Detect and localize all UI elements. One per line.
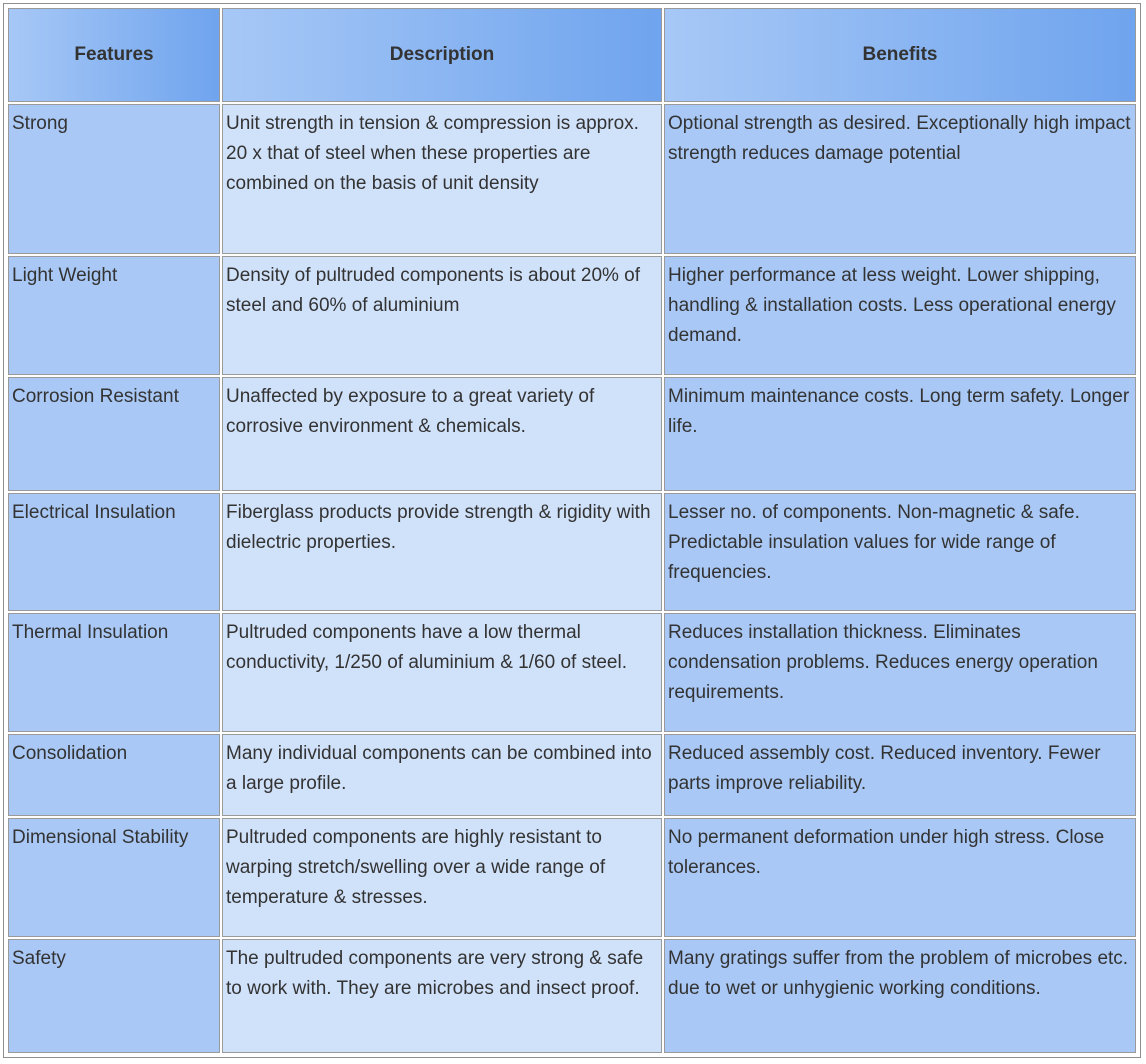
benefit-cell: Reduces installation thickness. Eliminates condensation problems. Reduces energy operation requirements. [664,613,1136,732]
description-cell: Fiberglass products provide strength & rigidity with dielectric properties. [222,493,662,612]
table-row [8,377,1136,491]
table-row [8,818,1136,937]
feature-cell: Corrosion Resistant [8,377,220,491]
feature-cell: Light Weight [8,256,220,375]
benefit-cell: Minimum maintenance costs. Long term safety. Longer life. [664,377,1136,491]
table-row [8,734,1136,816]
header-row [8,8,1136,102]
description-cell: The pultruded components are very strong & safe to work with. They are microbes and insect proof. [222,939,662,1053]
header-features: Features [8,8,220,102]
table-row [8,256,1136,375]
feature-cell: Safety [8,939,220,1053]
description-cell: Unit strength in tension & compression is approx. 20 x that of steel when these properties are combined on the basis of unit density [222,104,662,254]
features-table [6,6,1138,1055]
header-benefits: Benefits [664,8,1136,102]
benefit-cell: Optional strength as desired. Exceptionally high impact strength reduces damage potential [664,104,1136,254]
feature-cell: Dimensional Stability [8,818,220,937]
benefit-cell: Higher performance at less weight. Lower shipping, handling & installation costs. Less operational energy demand. [664,256,1136,375]
feature-cell: Thermal Insulation [8,613,220,732]
features-table-frame [3,3,1141,1058]
description-cell: Many individual components can be combined into a large profile. [222,734,662,816]
table-row [8,493,1136,612]
table-row [8,613,1136,732]
description-cell: Unaffected by exposure to a great variety of corrosive environment & chemicals. [222,377,662,491]
benefit-cell: No permanent deformation under high stress. Close tolerances. [664,818,1136,937]
description-cell: Density of pultruded components is about 20% of steel and 60% of aluminium [222,256,662,375]
table-row [8,104,1136,254]
description-cell: Pultruded components have a low thermal conductivity, 1/250 of aluminium & 1/60 of steel. [222,613,662,732]
benefit-cell: Lesser no. of components. Non-magnetic & safe. Predictable insulation values for wide range of frequencies. [664,493,1136,612]
header-description: Description [222,8,662,102]
table-row [8,939,1136,1053]
description-cell: Pultruded components are highly resistant to warping stretch/swelling over a wide range of temperature & stresses. [222,818,662,937]
feature-cell: Consolidation [8,734,220,816]
feature-cell: Strong [8,104,220,254]
feature-cell: Electrical Insulation [8,493,220,612]
benefit-cell: Reduced assembly cost. Reduced inventory. Fewer parts improve reliability. [664,734,1136,816]
benefit-cell: Many gratings suffer from the problem of microbes etc. due to wet or unhygienic working conditions. [664,939,1136,1053]
